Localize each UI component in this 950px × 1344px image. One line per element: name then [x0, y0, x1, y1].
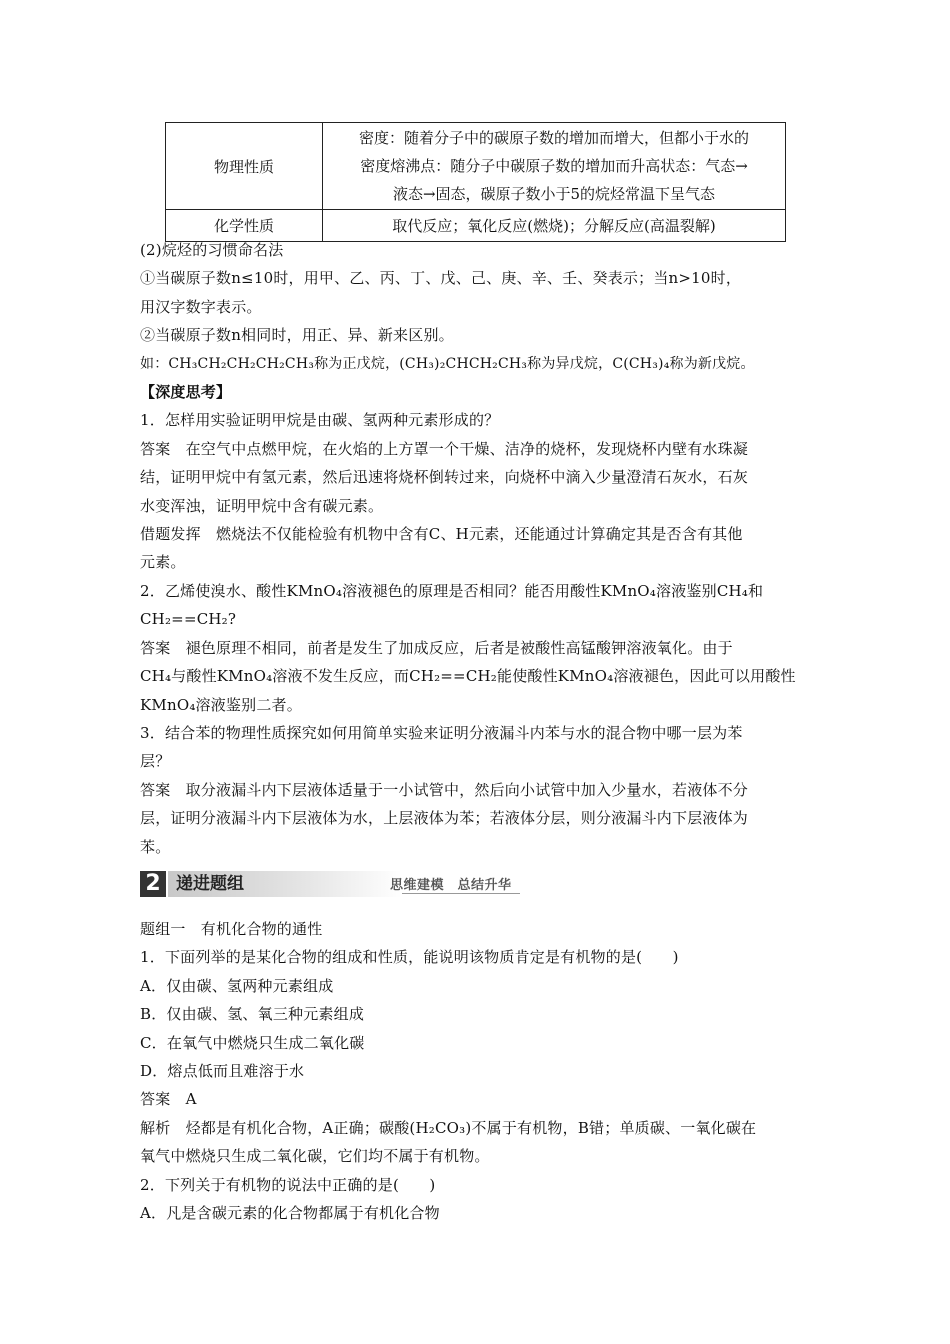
- section-banner: [140, 871, 520, 897]
- option-line: D．熔点低而且难溶于水: [140, 1062, 305, 1081]
- text-line: 苯。: [140, 837, 171, 856]
- text-line: 层，证明分液漏斗内下层液体为水，上层液体为苯；若液体分层，则分液漏斗内下层液体为: [140, 809, 749, 828]
- table-row: [166, 123, 786, 210]
- section-heading: 【深度思考】: [140, 383, 232, 402]
- section-tab: [168, 871, 402, 897]
- question-line: 2．乙烯使溴水、酸性KMnO₄溶液褪色的原理是否相同？能否用酸性KMnO₄溶液鉴别CH₄和: [140, 581, 764, 600]
- text-line: KMnO₄溶液鉴别二者。: [140, 695, 302, 714]
- answer-line: 答案 在空气中点燃甲烷，在火焰的上方罩一个干燥、洁净的烧杯，发现烧杯内壁有水珠凝: [140, 439, 749, 458]
- answer-line: 答案 取分液漏斗内下层液体适量于一小试管中，然后向小试管中加入少量水，若液体不分: [140, 780, 749, 799]
- section-number: 2: [140, 871, 166, 897]
- text-line: 元素。: [140, 553, 186, 572]
- row-header-physical: 物理性质: [166, 123, 323, 210]
- option-line: A．仅由碳、氢两种元素组成: [140, 976, 334, 995]
- answer-line: 答案 褪色原理不相同，前者是发生了加成反应，后者是被酸性高锰酸钾溶液氧化。由于: [140, 638, 733, 657]
- divider: [402, 893, 520, 894]
- text-line: 如：CH₃CH₂CH₂CH₂CH₃称为正戊烷，(CH₃)₂CHCH₂CH₃称为异戊烷，C(CH₃)₄称为新戊烷。: [140, 355, 755, 372]
- chemical-properties-cell: 取代反应；氧化反应(燃烧)；分解反应(高温裂解): [323, 210, 786, 242]
- text-line: (2)烷烃的习惯命名法: [140, 241, 284, 259]
- section-subtitle: 思维建模 总结升华: [390, 878, 512, 893]
- question-line: 1．怎样用实验证明甲烷是由碳、氢两种元素形成的？: [140, 411, 500, 430]
- explanation-line: 解析 烃都是有机化合物，A正确；碳酸(H₂CO₃)不属于有机物，B错；单质碳、一氧化碳在: [140, 1118, 757, 1137]
- alkane-properties-table: [165, 122, 786, 242]
- text-line: 用汉字数字表示。: [140, 297, 262, 316]
- option-line: A．凡是含碳元素的化合物都属于有机化合物: [140, 1204, 440, 1223]
- exercise-body: [140, 915, 812, 1227]
- cell-line: 密度：随着分子中的碳原子数的增加而增大，但都小于水的: [358, 129, 749, 147]
- text-body: [140, 236, 812, 861]
- text-line: CH₄与酸性KMnO₄溶液不发生反应，而CH₂==CH₂能使酸性KMnO₄溶液褪色，因此可以用酸性: [140, 667, 796, 686]
- row-header-chemical: 化学性质: [166, 210, 323, 242]
- text-line: 结，证明甲烷中有氢元素，然后迅速将烧杯倒转过来，向烧杯中滴入少量澄清石灰水，石灰: [140, 468, 749, 487]
- cell-line: 密度熔沸点：随分子中碳原子数的增加而升高状态：气态→: [360, 157, 748, 175]
- section-title: 递进题组: [176, 874, 244, 894]
- question-line: 3．结合苯的物理性质探究如何用简单实验来证明分液漏斗内苯与水的混合物中哪一层为苯: [140, 723, 743, 742]
- text-line: 层？: [140, 752, 171, 771]
- text-line: ①当碳原子数n≤10时，用甲、乙、丙、丁、戊、己、庚、辛、壬、癸表示；当n>10时，: [140, 269, 742, 288]
- text-line: 氧气中燃烧只生成二氧化碳，它们均不属于有机物。: [140, 1147, 490, 1166]
- cell-line: 液态→固态，碳原子数小于5的烷烃常温下呈气态: [392, 185, 716, 203]
- question-line: 2．下列关于有机物的说法中正确的是( ): [140, 1175, 436, 1194]
- text-line: ②当碳原子数n相同时，用正、异、新来区别。: [140, 326, 454, 345]
- note-line: 借题发挥 燃烧法不仅能检验有机物中含有C、H元素，还能通过计算确定其是否含有其他: [140, 525, 743, 544]
- option-line: C．在氧气中燃烧只生成二氧化碳: [140, 1033, 365, 1052]
- option-line: B．仅由碳、氢、氧三种元素组成: [140, 1005, 365, 1024]
- group-heading: 题组一 有机化合物的通性: [140, 920, 323, 938]
- physical-properties-cell: [323, 123, 786, 210]
- text-line: 水变浑浊，证明甲烷中含有碳元素。: [140, 496, 384, 515]
- question-line: 1．下面列举的是某化合物的组成和性质，能说明该物质肯定是有机物的是( ): [140, 948, 679, 967]
- text-line: CH₂==CH₂?: [140, 610, 237, 629]
- answer-line: 答案 A: [140, 1090, 197, 1109]
